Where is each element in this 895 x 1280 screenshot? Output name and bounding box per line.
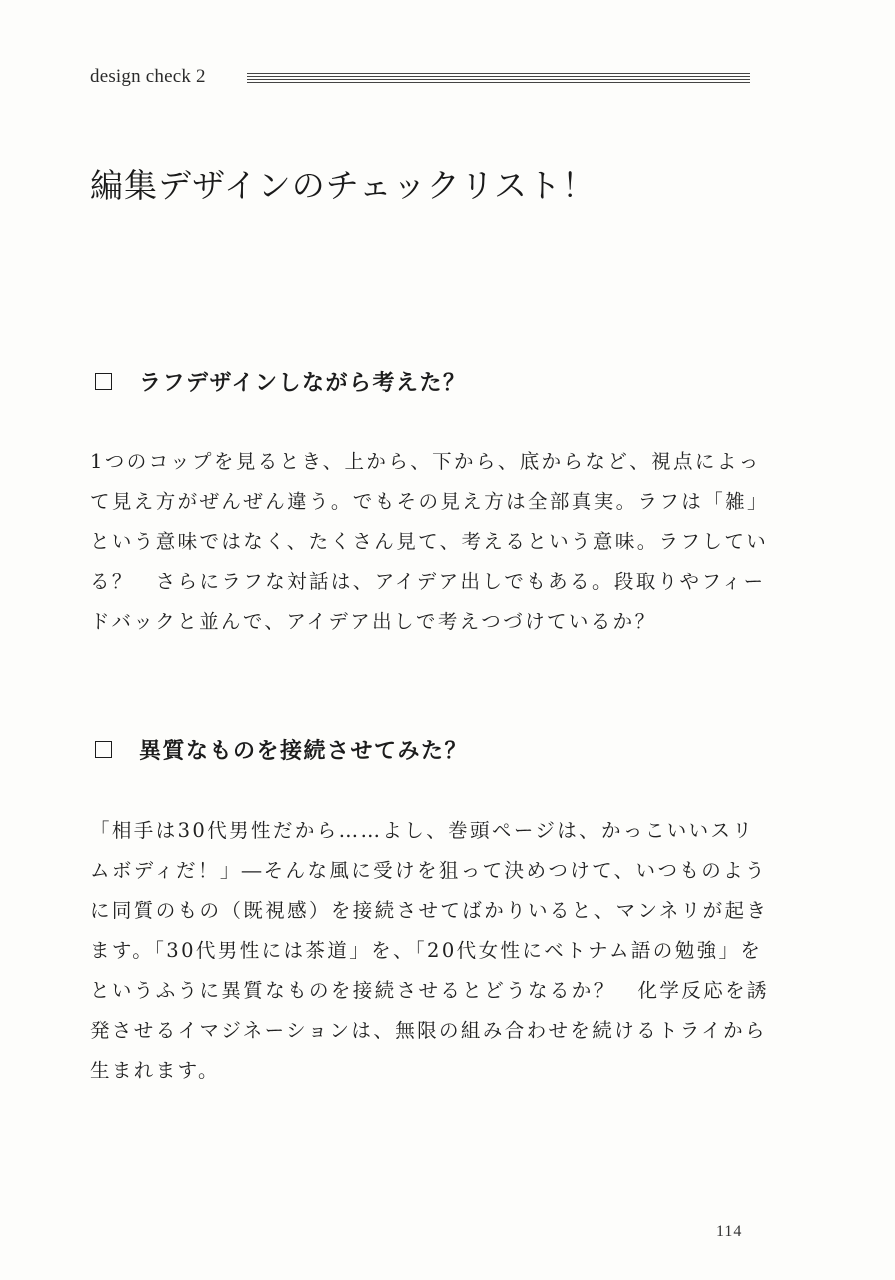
body-line: 1つのコップを見るとき、上から、下から、底からなど、視点によっ	[90, 450, 761, 473]
body-line: 「相手は30代男性だから……よし、巻頭ページは、かっこいいスリ	[90, 819, 755, 842]
page-number: 114	[716, 1223, 743, 1240]
body-line: 生まれます。	[90, 1059, 220, 1082]
section-1-heading-text: ラフデザインしながら考えた？	[139, 370, 467, 396]
checkbox-icon	[95, 373, 112, 390]
running-header	[90, 64, 750, 94]
body-line: ムボディだ！」―そんな風に受けを狙って決めつけて、いつものよう	[90, 859, 767, 882]
section-2-body	[90, 811, 769, 1091]
body-line: というふうに異質なものを接続させるとどうなるか？ 化学反応を誘	[90, 979, 769, 1002]
section-2-heading-text: 異質なものを接続させてみた？	[139, 738, 469, 764]
page-title: 編集デザインのチェックリスト！	[90, 166, 597, 205]
section-2-heading	[95, 734, 715, 774]
body-line: という意味ではなく、たくさん見て、考えるという意味。ラフしてい	[90, 530, 769, 553]
body-line: ドバックと並んで、アイデア出しで考えつづけているか？	[90, 610, 657, 633]
section-1-body	[90, 442, 769, 642]
header-label: design check 2	[90, 66, 206, 87]
checkbox-icon	[95, 741, 112, 758]
section-1-heading	[95, 366, 715, 406]
body-line: て見え方がぜんぜん違う。でもその見え方は全部真実。ラフは「雑」	[90, 490, 769, 513]
header-rule-lines	[247, 73, 750, 85]
body-line: 発させるイマジネーションは、無限の組み合わせを続けるトライから	[90, 1019, 767, 1042]
body-line: ます。「30代男性には茶道」を、「20代女性にベトナム語の勉強」を	[90, 939, 763, 962]
body-line: る？ さらにラフな対話は、アイデア出しでもある。段取りやフィー	[90, 570, 766, 593]
body-line: に同質のもの（既視感）を接続させてばかりいると、マンネリが起き	[90, 899, 769, 922]
